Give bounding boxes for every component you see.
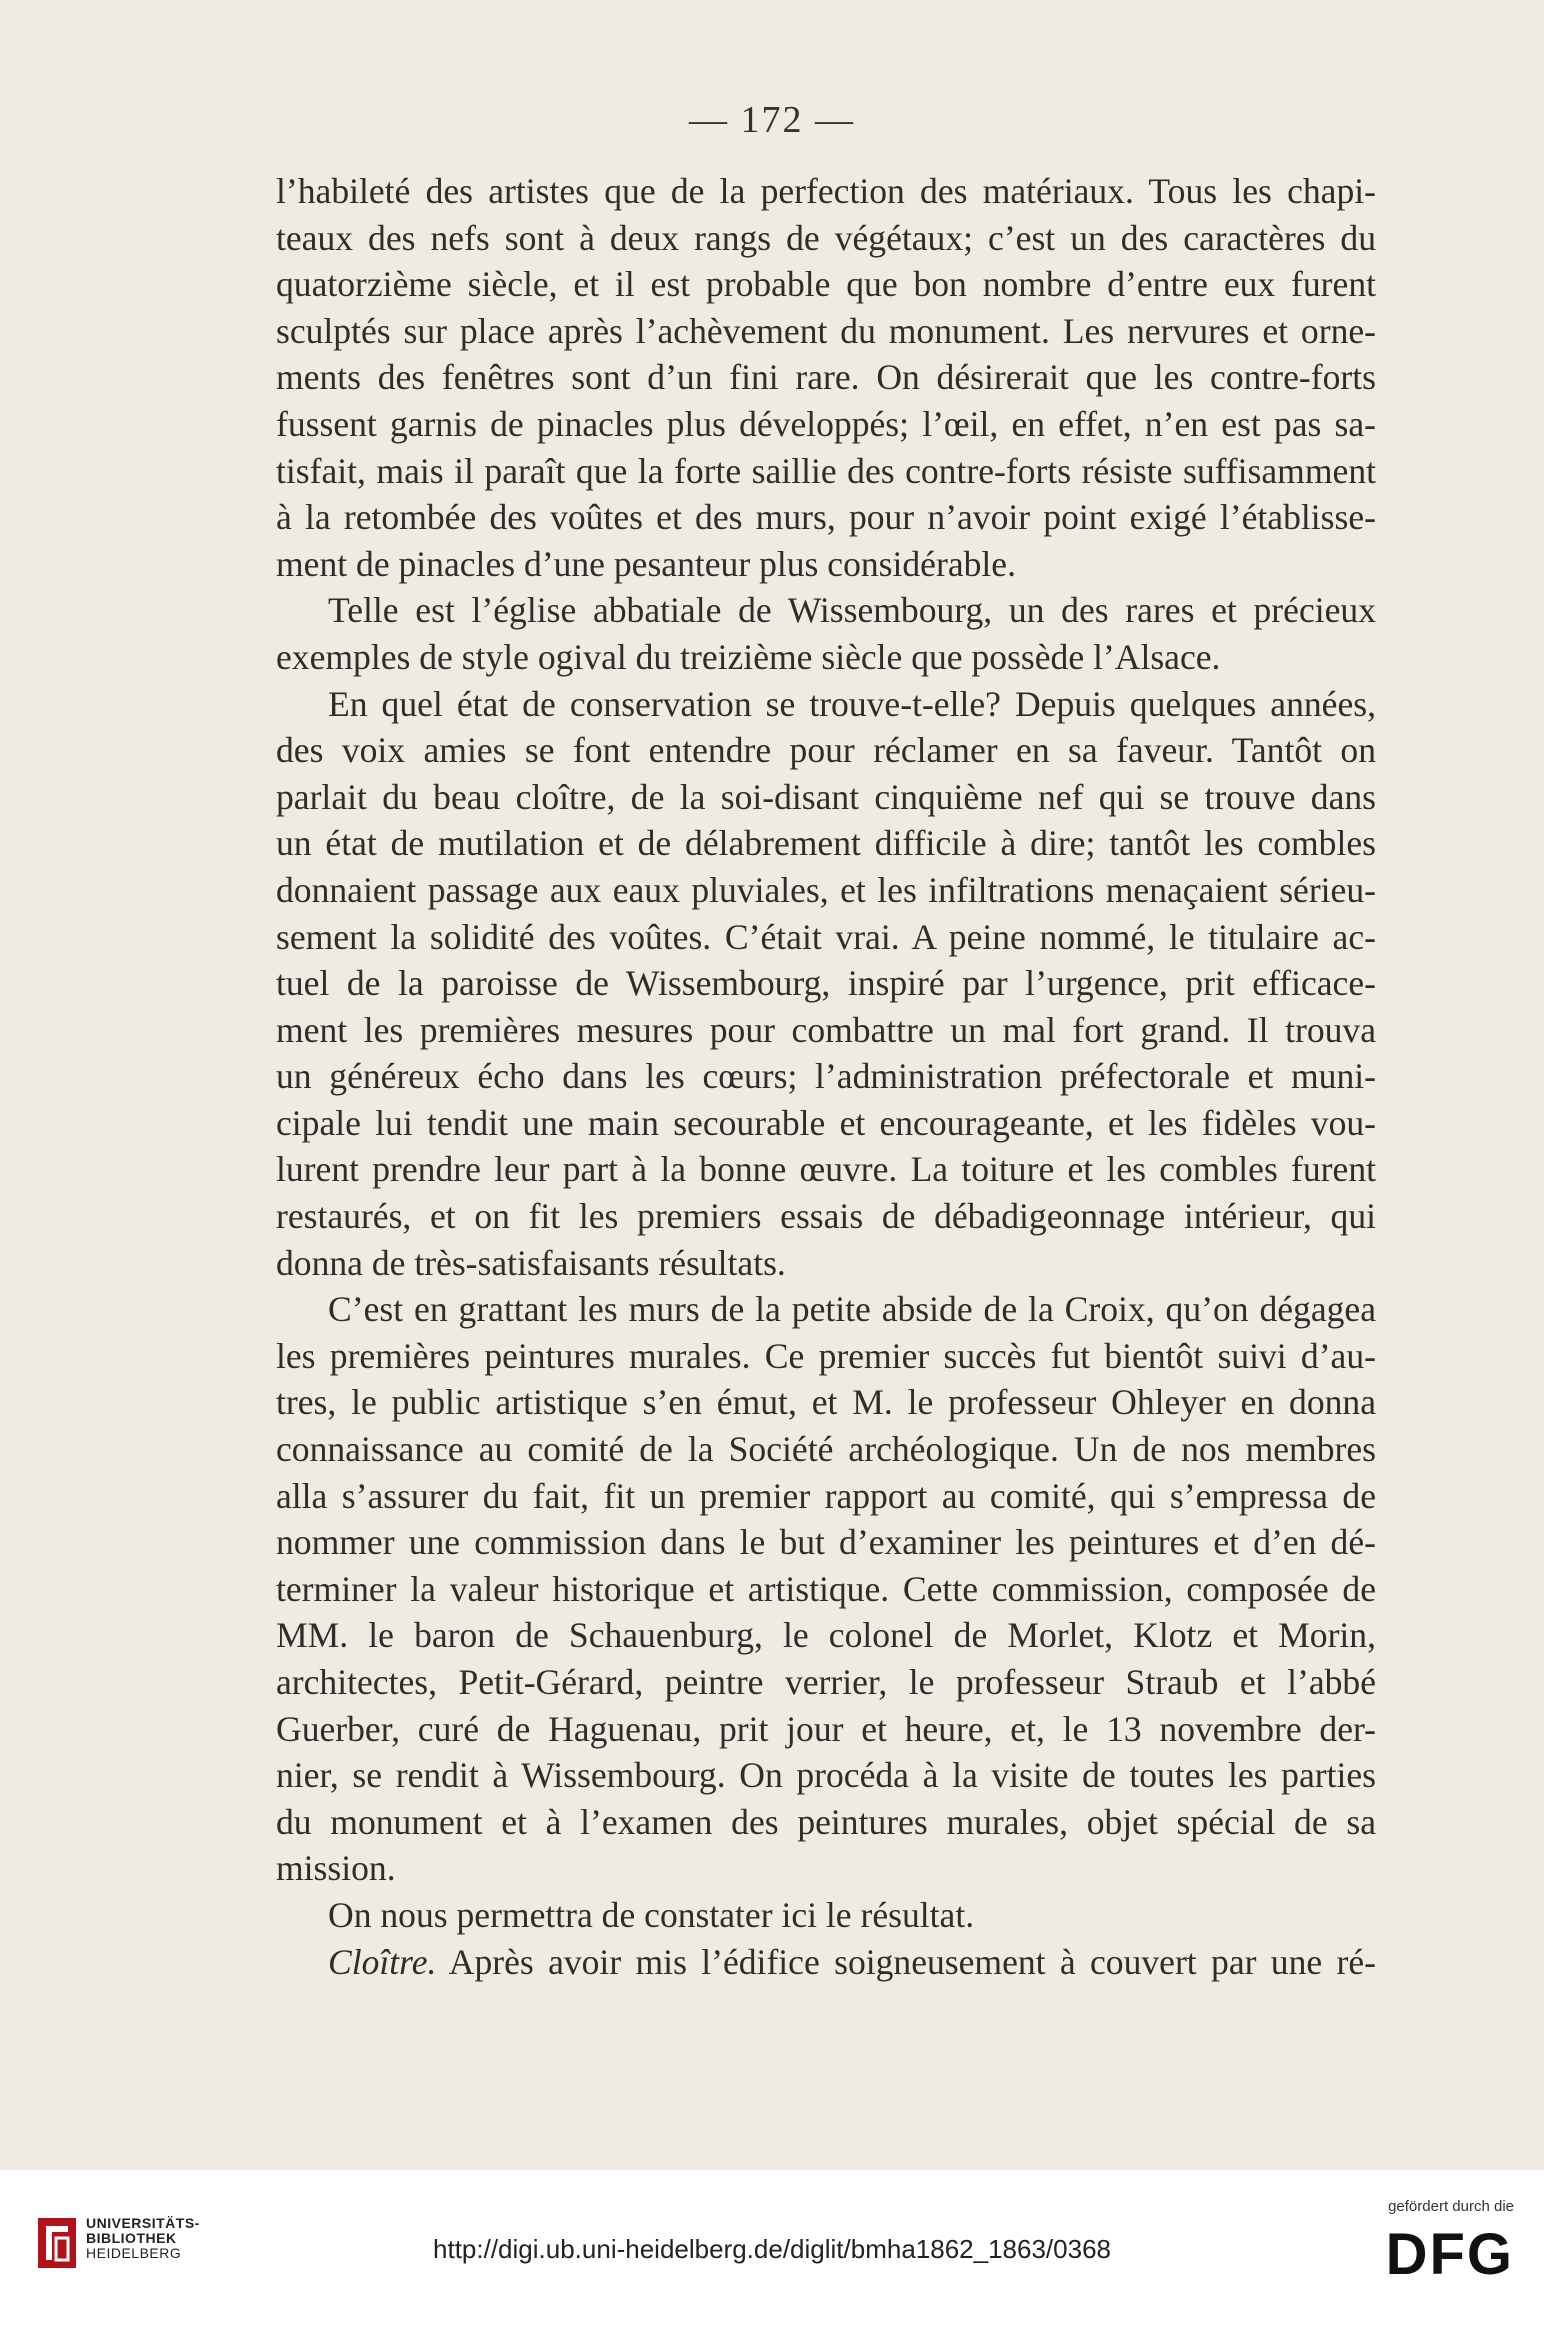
text-line: mission. bbox=[276, 1848, 396, 1889]
text-line: architectes, Petit-Gérard, peintre verrier, le professeur Straub et l’abbé bbox=[276, 1662, 1376, 1702]
text-line bbox=[276, 1939, 1376, 1986]
text-line: du monument et à l’examen des peintures murales, objet spécial de sa bbox=[276, 1801, 1376, 1842]
text-line: sement la solidité des voûtes. C’était vrai. A peine nommé, le titulaire ac- bbox=[276, 916, 1376, 957]
text-line: à la retombée des voûtes et des murs, pour n’avoir point exigé l’établisse- bbox=[276, 497, 1376, 538]
text-line: cipale lui tendit une main secourable et encourageante, et les fidèles vou- bbox=[276, 1102, 1376, 1143]
page-number: — 172 — bbox=[689, 99, 855, 141]
body-text bbox=[276, 168, 1376, 1985]
text-line: tres, le public artistique s’en émut, et M. le professeur Ohleyer en donna bbox=[276, 1382, 1376, 1423]
text-line: parlait du beau cloître, de la soi-disant cinquième nef qui se trouve dans bbox=[276, 776, 1376, 817]
text-line: donna de très-satisfaisants résultats. bbox=[276, 1242, 786, 1283]
permalink-url[interactable]: http://digi.ub.uni-heidelberg.de/diglit/bmha1862_1863/0368 bbox=[433, 2234, 1111, 2264]
library-line-2: BIBLIOTHEK bbox=[86, 2230, 177, 2246]
text-line: Telle est l’église abbatiale de Wissembourg, un des rares et précieux bbox=[328, 590, 1376, 631]
text-line: quatorzième siècle, et il est probable que bon nombre d’entre eux furent bbox=[276, 264, 1376, 305]
library-line-1: UNIVERSITÄTS- bbox=[86, 2215, 200, 2231]
dfg-logo: DFG bbox=[1385, 2222, 1514, 2287]
text-line: fussent garnis de pinacles plus développés; l’œil, en effet, n’en est pas sa- bbox=[276, 403, 1376, 444]
text-line: un généreux écho dans les cœurs; l’administration préfectorale et muni- bbox=[276, 1056, 1376, 1097]
text-line: Guerber, curé de Haguenau, prit jour et heure, et, le 13 novembre der- bbox=[276, 1708, 1376, 1749]
text-line: C’est en grattant les murs de la petite abside de la Croix, qu’on dégagea bbox=[328, 1289, 1376, 1330]
text-line: En quel état de conservation se trouve-t-elle? Depuis quelques années, bbox=[328, 683, 1376, 724]
text-line: ments des fenêtres sont d’un fini rare. On désirerait que les contre-forts bbox=[276, 357, 1376, 398]
funder-caption: gefördert durch die bbox=[1388, 2198, 1514, 2215]
text-line: sculptés sur place après l’achèvement du monument. Les nervures et orne- bbox=[276, 310, 1376, 351]
text-line: terminer la valeur historique et artistique. Cette commission, composée de bbox=[276, 1568, 1376, 1609]
text-line: les premières peintures murales. Ce premier succès fut bientôt suivi d’au- bbox=[276, 1335, 1376, 1376]
text-line-rest: Après avoir mis l’édifice soigneusement à couvert par une ré- bbox=[436, 1941, 1376, 1982]
text-line: nier, se rendit à Wissembourg. On procéda à la visite de toutes les parties bbox=[276, 1755, 1376, 1796]
text-line: des voix amies se font entendre pour réclamer en sa faveur. Tantôt on bbox=[276, 730, 1376, 771]
text-line: alla s’assurer du fait, fit un premier rapport au comité, qui s’empressa de bbox=[276, 1475, 1376, 1516]
text-line: exemples de style ogival du treizième siècle que possède l’Alsace. bbox=[276, 636, 1221, 677]
text-line: donnaient passage aux eaux pluviales, et les infiltrations menaçaient sérieu- bbox=[276, 869, 1376, 910]
text-line: l’habileté des artistes que de la perfection des matériaux. Tous les chapi- bbox=[276, 171, 1376, 211]
text-line: ment les premières mesures pour combattre un mal fort grand. Il trouva bbox=[276, 1009, 1376, 1050]
text-line: teaux des nefs sont à deux rangs de végétaux; c’est un des caractères du bbox=[276, 217, 1376, 258]
text-line: nommer une commission dans le but d’examiner les peintures et d’en dé- bbox=[276, 1522, 1376, 1563]
text-line: On nous permettra de constater ici le résultat. bbox=[328, 1894, 975, 1935]
italic-heading: Cloître. bbox=[328, 1941, 437, 1982]
text-line: tisfait, mais il paraît que la forte saillie des contre-forts résiste suffisamment bbox=[276, 450, 1376, 491]
text-line: tuel de la paroisse de Wissembourg, inspiré par l’urgence, prit efficace- bbox=[276, 963, 1376, 1004]
text-line: MM. le baron de Schauenburg, le colonel de Morlet, Klotz et Morin, bbox=[276, 1615, 1376, 1656]
library-line-3: HEIDELBERG bbox=[86, 2245, 182, 2261]
text-line: un état de mutilation et de délabrement difficile à dire; tantôt les combles bbox=[276, 823, 1376, 864]
dfg-funding-logo[interactable] bbox=[1354, 2198, 1514, 2308]
text-line: lurent prendre leur part à la bonne œuvre. La toiture et les combles furent bbox=[276, 1149, 1376, 1190]
footer-bar bbox=[0, 2170, 1544, 2328]
text-line: connaissance au comité de la Société archéologique. Un de nos membres bbox=[276, 1429, 1376, 1470]
text-line: restaurés, et on fit les premiers essais de débadigeonnage intérieur, qui bbox=[276, 1196, 1376, 1237]
text-line: ment de pinacles d’une pesanteur plus considérable. bbox=[276, 543, 1016, 584]
